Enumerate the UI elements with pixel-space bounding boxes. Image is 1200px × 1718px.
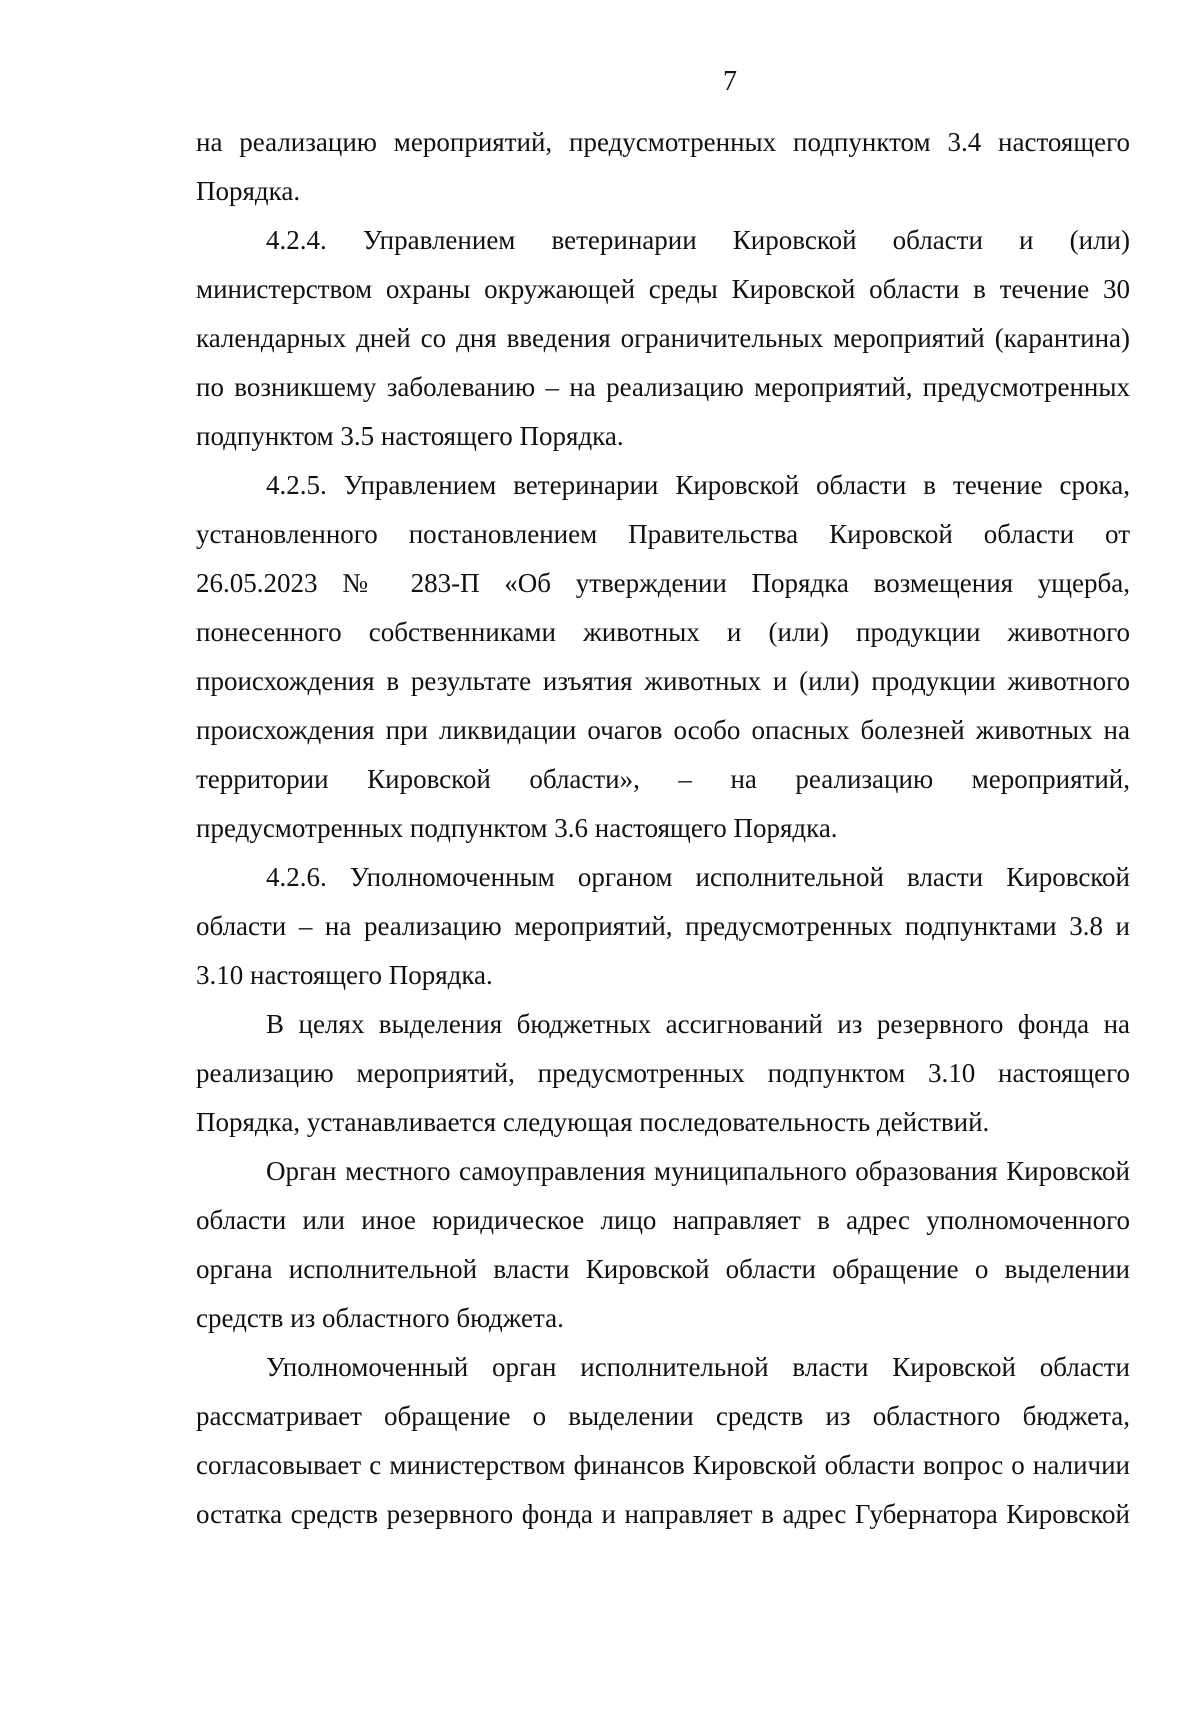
page-number: 7	[723, 66, 737, 97]
paragraph-4-2-5: 4.2.5. Управлением ветеринарии Кировской области в течение срока, установленного постановлением Правительства Кировской области от 26.05.2023 № 283-П «Об утверждении Порядка возмещения ущерба, понесенного собственниками животных и (или) продукции животного происхождения в результате изъятия животных и (или) продукции животного происхождения при ликвидации очагов особо опасных болезней животных на территории Кировской области», – на реализацию мероприятий, предусмотренных подпунктом 3.6 настоящего Порядка.	[196, 470, 1130, 843]
paragraph-budget-allocation: В целях выделения бюджетных ассигнований из резервного фонда на реализацию мероприятий, предусмотренных подпунктом 3.10 настоящего Порядка, устанавливается следующая последовательность действий.	[196, 1009, 1130, 1137]
paragraph-local-authority-request: Орган местного самоуправления муниципального образования Кировской области или иное юридическое лицо направляет в адрес уполномоченного органа исполнительной власти Кировской области обращение о выделении средств из областного бюджета.	[196, 1156, 1130, 1333]
paragraph-continuation: на реализацию мероприятий, предусмотренных подпунктом 3.4 настоящего Порядка.	[196, 127, 1130, 206]
paragraph-4-2-6: 4.2.6. Уполномоченным органом исполнительной власти Кировской области – на реализацию мероприятий, предусмотренных подпунктами 3.8 и 3.10 настоящего Порядка.	[196, 862, 1130, 990]
document-body	[196, 118, 1130, 1539]
paragraph-4-2-4: 4.2.4. Управлением ветеринарии Кировской области и (или) министерством охраны окружающей среды Кировской области в течение 30 календарных дней со дня введения ограничительных мероприятий (карантина) по возникшему заболеванию – на реализацию мероприятий, предусмотренных подпунктом 3.5 настоящего Порядка.	[196, 225, 1130, 451]
paragraph-authorized-body-review: Уполномоченный орган исполнительной власти Кировской области рассматривает обращение о выделении средств из областного бюджета, согласовывает с министерством финансов Кировской области вопрос о наличии остатка средств резервного фонда и направляет в адрес Губернатора Кировской	[196, 1352, 1130, 1529]
